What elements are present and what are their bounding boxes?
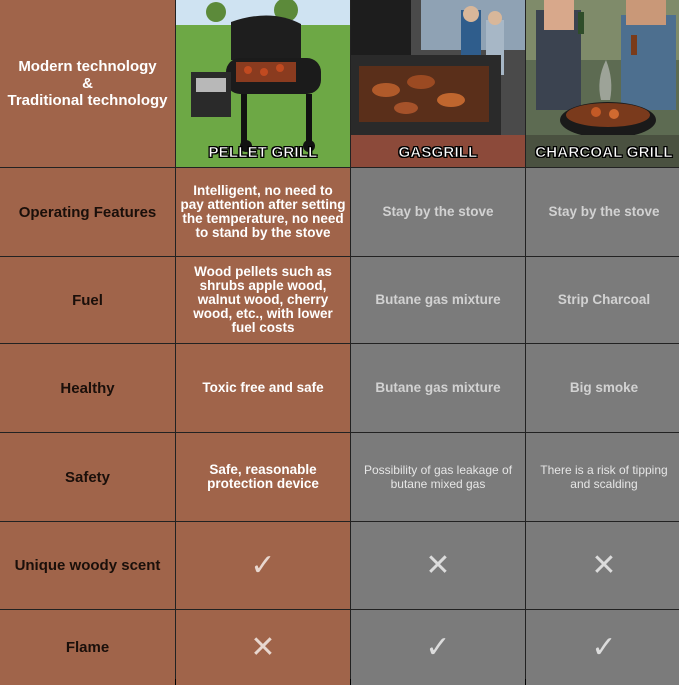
cross-icon: ✕ <box>591 549 617 582</box>
row-label-text: Healthy <box>60 379 115 397</box>
gas-fuel <box>351 257 525 343</box>
cell-text: Stay by the stove <box>382 204 494 219</box>
pellet-fuel <box>176 257 350 343</box>
header-title-line1: Modern technology <box>18 58 157 75</box>
row-label-operating-features <box>0 168 175 256</box>
gas-grill-caption: GASGRILL <box>398 144 478 161</box>
charcoal-operating-features <box>526 168 679 256</box>
gas-healthy <box>351 344 525 432</box>
cell-text: Butane gas mixture <box>375 292 501 307</box>
header-title-line3: Traditional technology <box>7 92 168 109</box>
pellet-flame <box>176 610 350 685</box>
pellet-operating-features <box>176 168 350 256</box>
cell-text: Butane gas mixture <box>375 380 501 395</box>
cell-text: Big smoke <box>569 380 639 395</box>
row-label-text: Fuel <box>72 291 103 309</box>
cell-text: Possibility of gas leakage of butane mixed gas <box>363 463 513 491</box>
charcoal-grill-photo <box>526 0 679 167</box>
row-label-unique-woody-scent <box>0 522 175 609</box>
check-icon: ✓ <box>591 631 617 664</box>
gas-safety <box>351 433 525 521</box>
row-label-flame <box>0 610 175 685</box>
cell-text: Safe, reasonable protection device <box>207 462 319 491</box>
row-label-safety <box>0 433 175 521</box>
pellet-safety <box>176 433 350 521</box>
pellet-grill-photo <box>176 0 350 167</box>
charcoal-healthy <box>526 344 679 432</box>
row-label-text: Operating Features <box>18 203 157 221</box>
pellet-grill-caption: PELLET GRILL <box>208 144 318 161</box>
gas-grill-image <box>351 0 525 167</box>
charcoal-flame <box>526 610 679 685</box>
gas-unique-woody-scent <box>351 522 525 609</box>
charcoal-safety <box>526 433 679 521</box>
cell-text: Intelligent, no need to pay attention after setting the temperature, no need to stand by the stove <box>180 183 346 240</box>
pellet-grill-image <box>176 0 350 167</box>
header-title <box>7 58 167 109</box>
charcoal-grill-caption: CHARCOAL GRILL <box>535 144 673 161</box>
cell-text: Wood pellets such as shrubs apple wood, walnut wood, cherry wood, etc., with lower fuel costs <box>193 264 333 335</box>
charcoal-grill-image <box>526 0 679 167</box>
row-label-healthy <box>0 344 175 432</box>
row-label-fuel <box>0 257 175 343</box>
cell-text: There is a risk of tipping and scalding <box>540 463 668 491</box>
check-icon: ✓ <box>425 631 451 664</box>
gas-operating-features <box>351 168 525 256</box>
header-title-line2: & <box>82 75 93 92</box>
row-label-text: Flame <box>65 639 110 656</box>
pellet-unique-woody-scent <box>176 522 350 609</box>
cell-text: Strip Charcoal <box>557 292 651 307</box>
pellet-healthy <box>176 344 350 432</box>
cross-icon: ✕ <box>425 549 451 582</box>
cell-text: Toxic free and safe <box>202 380 324 395</box>
charcoal-fuel <box>526 257 679 343</box>
header-title-cell <box>0 0 175 167</box>
gas-grill-photo <box>351 0 525 167</box>
row-label-text: Safety <box>64 468 111 486</box>
row-label-text: Unique woody scent <box>14 557 161 574</box>
gas-flame <box>351 610 525 685</box>
charcoal-unique-woody-scent <box>526 522 679 609</box>
cell-text: Stay by the stove <box>548 204 660 219</box>
check-icon: ✓ <box>250 549 276 582</box>
cross-icon: ✕ <box>250 631 276 664</box>
